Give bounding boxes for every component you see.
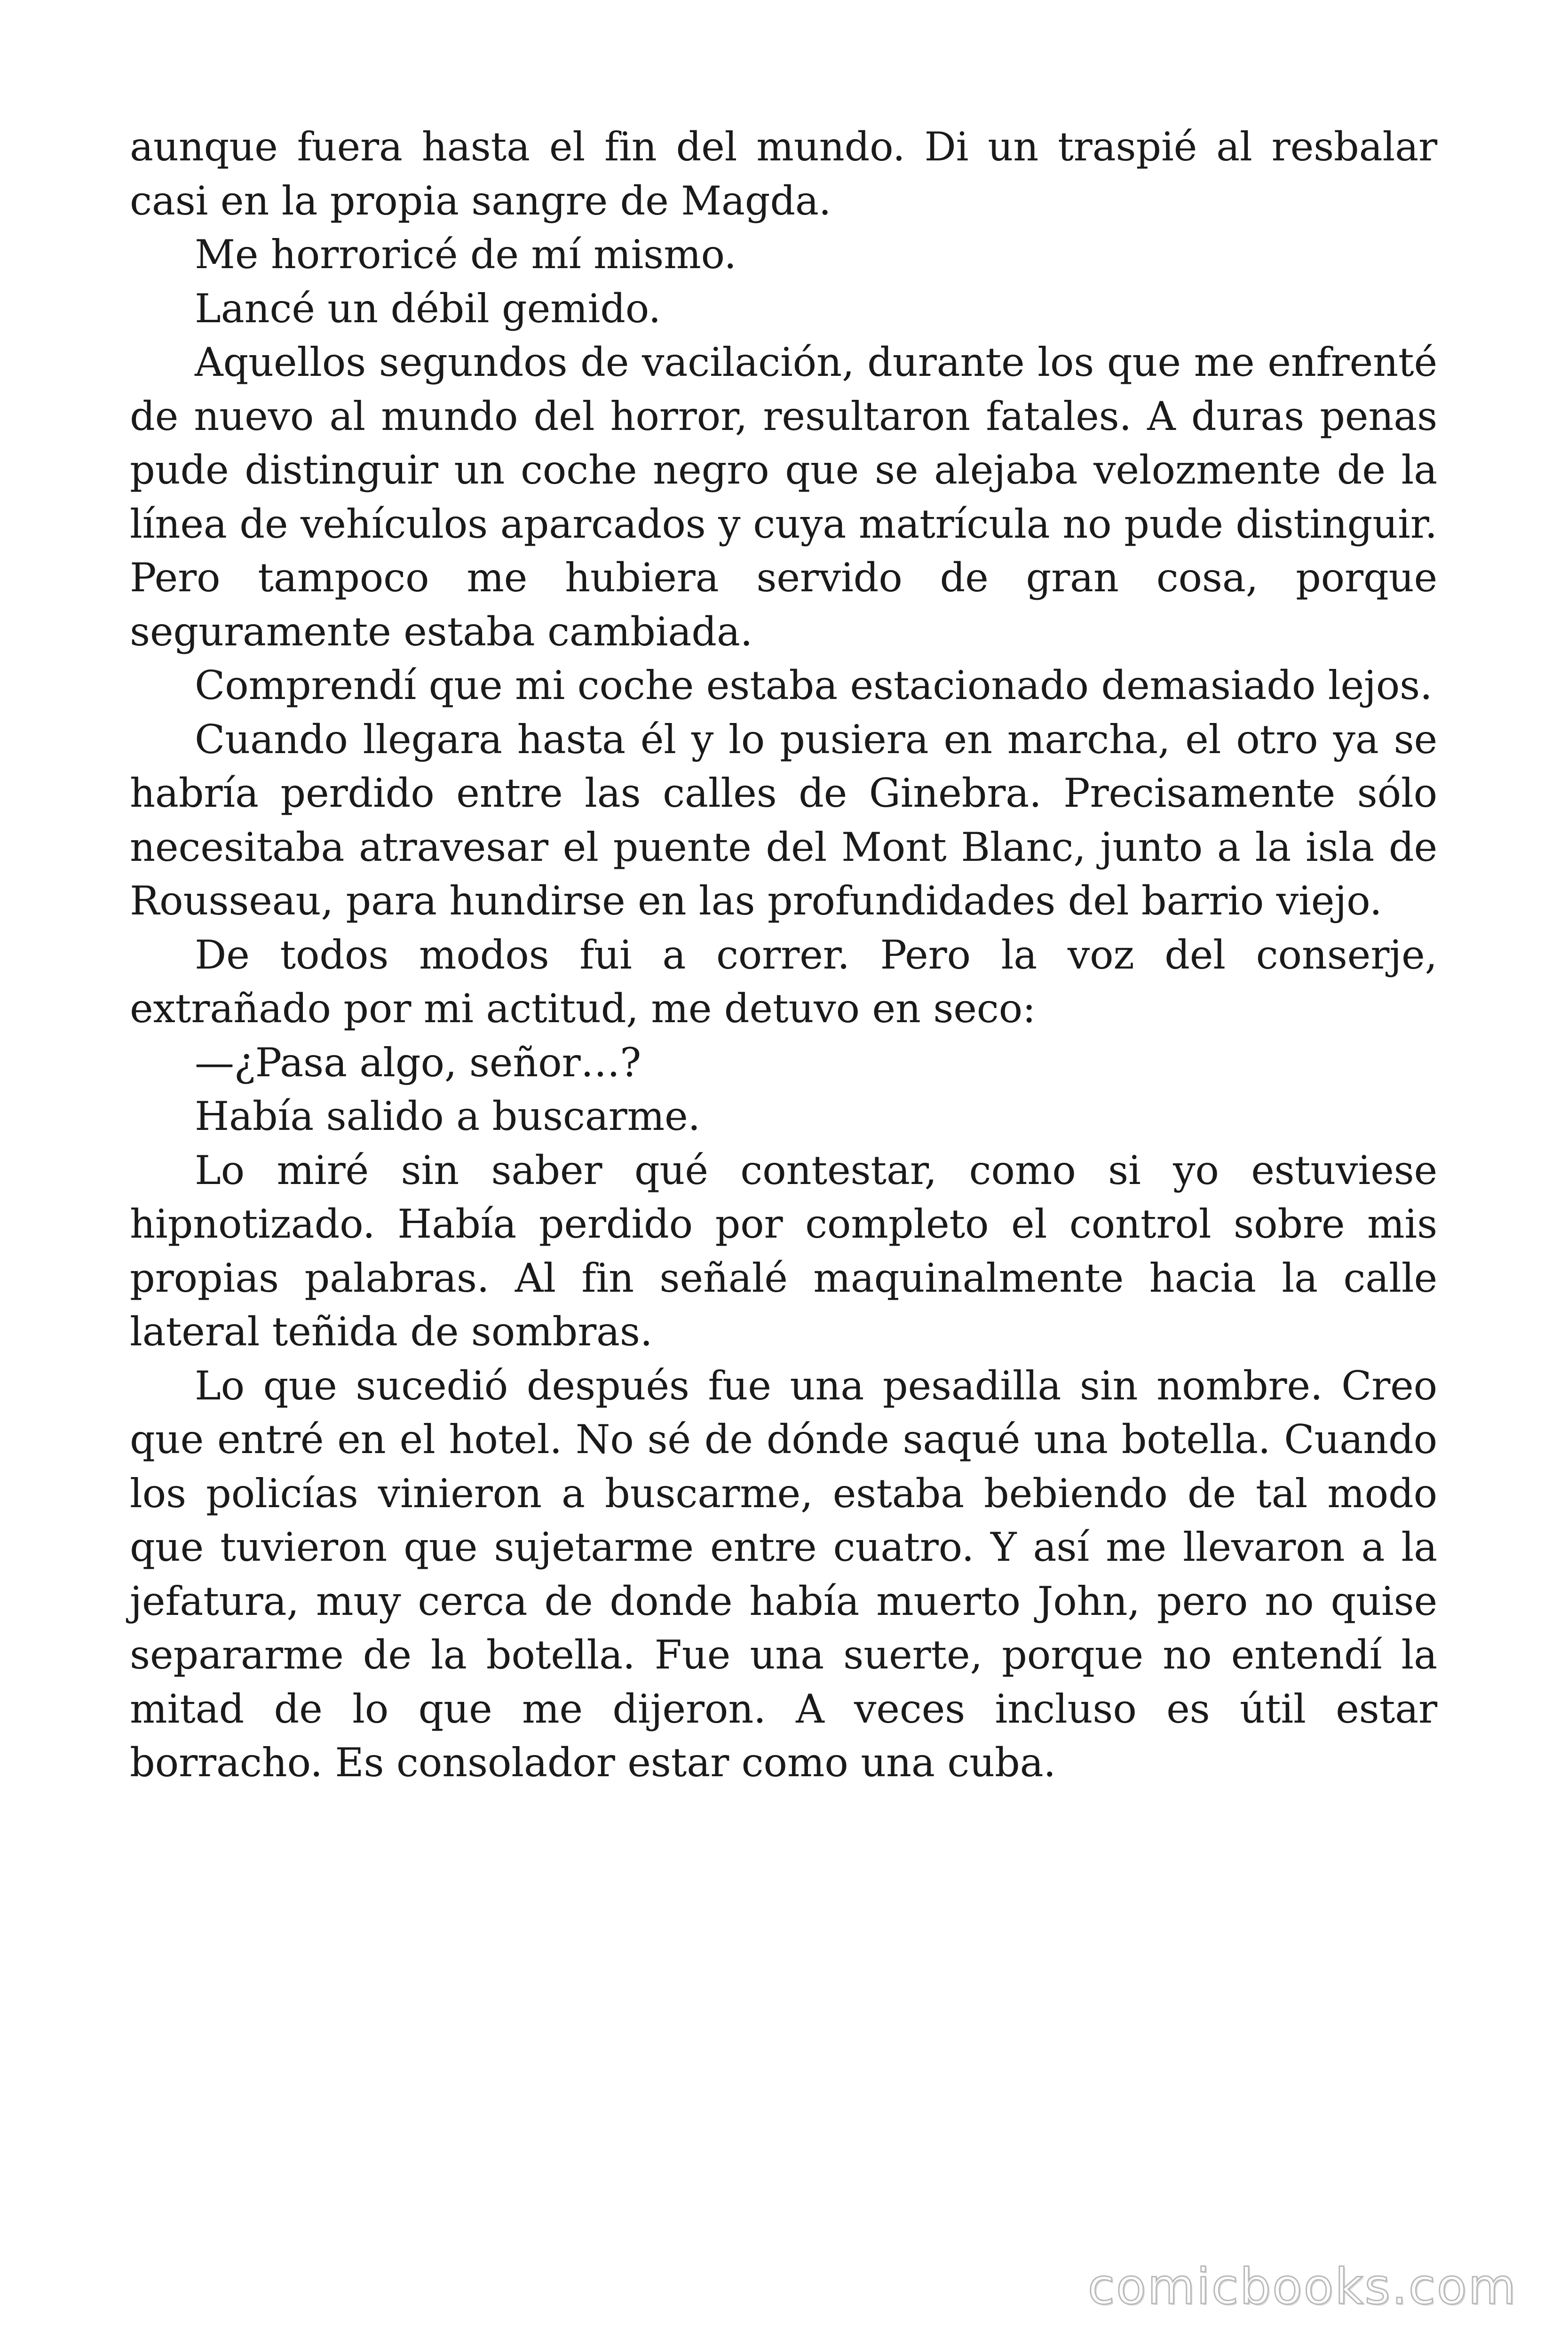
paragraph-5: Comprendí que mi coche estaba estacionado demasiado lejos. — [195, 662, 1433, 708]
paragraph-10: Lo miré sin saber qué contestar, como si yo estuviese hipnotizado. Había perdido por completo el control sobre mis propias palabras. Al fin señalé maquinalmente hacia la calle lateral teñida de sombras. — [130, 1147, 1437, 1355]
paragraph-1: aunque fuera hasta el fin del mundo. Di un traspié al resbalar casi en la propia sangre de Magda. — [130, 124, 1437, 224]
paragraph-3: Lancé un débil gemido. — [195, 285, 661, 332]
book-page-text — [130, 120, 1437, 1790]
watermark-text: comicbooks.com — [1087, 2258, 1517, 2315]
paragraph-8-dialogue: —¿Pasa algo, señor…? — [195, 1039, 641, 1086]
paragraph-4: Aquellos segundos de vacilación, durante los que me enfrenté de nuevo al mundo del horror, resultaron fatales. A duras penas pude distinguir un coche negro que se alejaba velozmente de la línea de vehículos aparcados y cuya matrícula no pude distinguir. Pero tampoco me hubiera servido de gran cosa, porque seguramente estaba cambiada. — [130, 339, 1437, 655]
paragraph-7: De todos modos fui a correr. Pero la voz del conserje, extrañado por mi actitud, me detuvo en seco: — [130, 931, 1437, 1032]
paragraph-6: Cuando llegara hasta él y lo pusiera en marcha, el otro ya se habría perdido entre las calles de Ginebra. Precisamente sólo necesitaba atravesar el puente del Mont Blanc, junto a la isla de Rousseau, para hundirse en las profundidades del barrio viejo. — [130, 716, 1437, 924]
paragraph-9: Había salido a buscarme. — [195, 1093, 701, 1139]
paragraph-2: Me horroricé de mí mismo. — [195, 231, 736, 278]
paragraph-11: Lo que sucedió después fue una pesadilla sin nombre. Creo que entré en el hotel. No sé de dónde saqué una botella. Cuando los policías vinieron a buscarme, estaba bebiendo de tal modo que tuvieron que sujetarme entre cuatro. Y así me llevaron a la jefatura, muy cerca de donde había muerto John, pero no quise separarme de la botella. Fue una suerte, porque no entendí la mitad de lo que me dijeron. A veces incluso es útil estar borracho. Es consolador estar como una cuba. — [130, 1362, 1437, 1786]
